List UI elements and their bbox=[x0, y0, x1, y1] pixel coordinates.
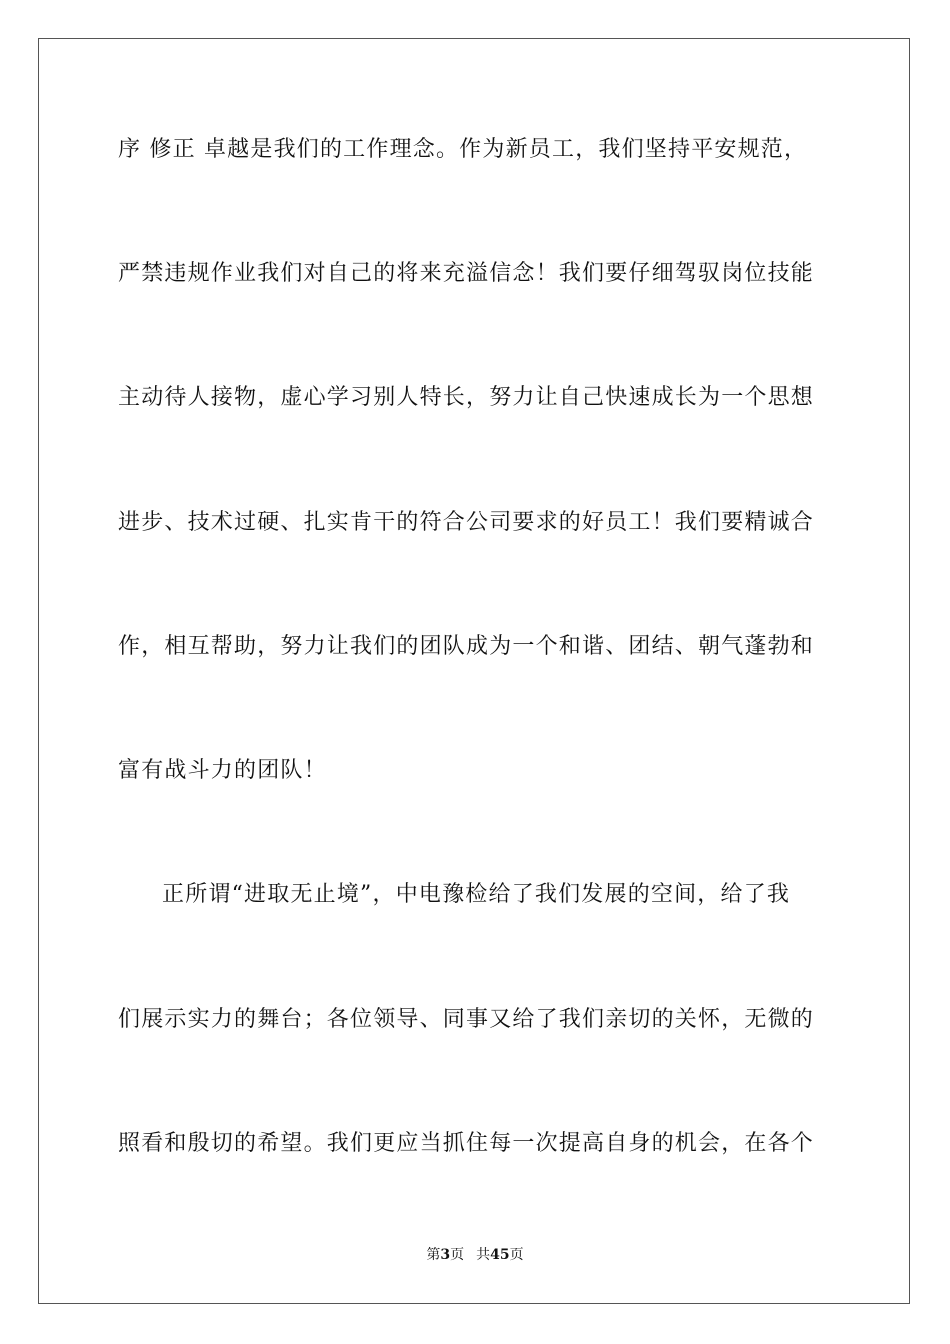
paragraph-line-4: 进步、技术过硬、扎实肯干的符合公司要求的好员工！我们要精诚合 bbox=[118, 510, 815, 535]
page-prefix: 第 bbox=[426, 1247, 441, 1263]
page-border bbox=[38, 38, 910, 1304]
page-footer bbox=[0, 1246, 950, 1264]
paragraph-line-9: 照看和殷切的希望。我们更应当抓住每一次提高自身的机会，在各个 bbox=[118, 1131, 815, 1156]
paragraph-line-6: 富有战斗力的团队！ bbox=[118, 758, 327, 783]
total-suffix: 页 bbox=[509, 1247, 524, 1263]
paragraph-line-1: 序 修正 卓越是我们的工作理念。作为新员工，我们坚持平安规范， bbox=[118, 137, 808, 162]
total-pages: 45 bbox=[490, 1247, 510, 1263]
paragraph-line-8: 们展示实力的舞台；各位领导、同事又给了我们亲切的关怀，无微的 bbox=[118, 1007, 815, 1032]
paragraph-line-5: 作，相互帮助，努力让我们的团队成为一个和谐、团结、朝气蓬勃和 bbox=[118, 634, 815, 659]
paragraph-line-3: 主动待人接物，虚心学习别人特长，努力让自己快速成长为一个思想 bbox=[118, 385, 815, 410]
page-number: 3 bbox=[440, 1247, 451, 1263]
page-suffix: 页 bbox=[450, 1247, 465, 1263]
paragraph-line-2: 严禁违规作业我们对自己的将来充溢信念！我们要仔细驾驭岗位技能 bbox=[118, 261, 815, 286]
paragraph-line-7: 正所谓“进取无止境”，中电豫检给了我们发展的空间，给了我 bbox=[162, 882, 791, 907]
total-prefix: 共 bbox=[476, 1247, 491, 1263]
